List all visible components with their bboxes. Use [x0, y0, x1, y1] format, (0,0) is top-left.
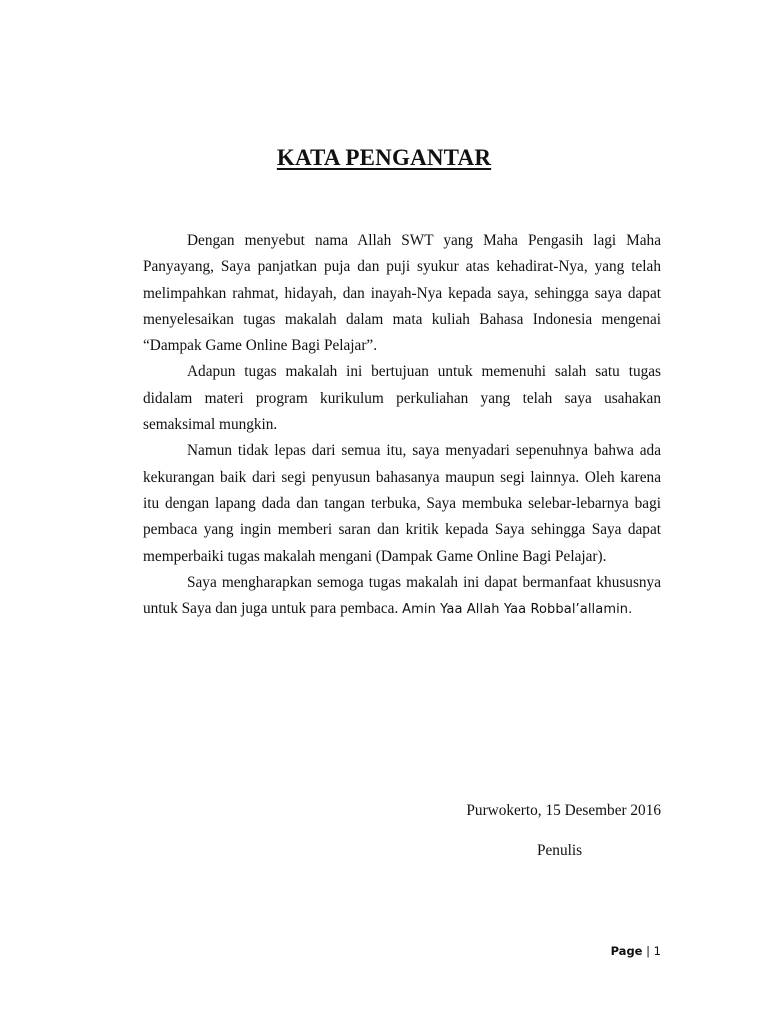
- paragraph-1: Dengan menyebut nama Allah SWT yang Maha Pengasih lagi Maha Panyayang, Saya panjatkan puja dan puji syukur atas kehadirat-Nya, yang telah melimpahkan rahmat, hidayah, dan inayah-Nya kepada saya, sehingga saya dapat menyelesaikan tugas makalah dalam mata kuliah Bahasa Indonesia mengenai “Dampak Game Online Bagi Pelajar”.: [143, 232, 661, 355]
- author-signature: Penulis: [537, 842, 583, 859]
- page-title: KATA PENGANTAR: [276, 145, 492, 170]
- paragraph-2: Adapun tugas makalah ini bertujuan untuk memenuhi salah satu tugas didalam materi program kurikulum perkuliahan yang telah saya usahakan semaksimal mungkin.: [143, 363, 661, 434]
- page-separator: |: [642, 944, 654, 958]
- body-text: [143, 228, 661, 623]
- place-date: Purwokerto, 15 Desember 2016: [466, 802, 661, 819]
- closing-phrase: Amin Yaa Allah Yaa Robbal’allamin.: [402, 602, 633, 618]
- paragraph-3: Namun tidak lepas dari semua itu, saya menyadari sepenuhnya bahwa ada kekurangan baik dari segi penyusun bahasanya maupun segi lainnya. Oleh karena itu dengan lapang dada dan tangan terbuka, Saya membuka selebar-lebarnya bagi pembaca yang ingin memberi saran dan kritik kepada Saya sehingga Saya dapat memperbaiki tugas makalah mengani (Dampak Game Online Bagi Pelajar).: [143, 442, 661, 565]
- page-label: Page: [610, 944, 643, 958]
- page-footer: [611, 942, 661, 960]
- page-number: 1: [653, 944, 661, 958]
- paragraph-4: [143, 570, 661, 624]
- paragraph-4-text: Saya mengharapkan semoga tugas makalah ini dapat bermanfaat khususnya untuk Saya dan juga untuk para pembaca.: [143, 573, 661, 618]
